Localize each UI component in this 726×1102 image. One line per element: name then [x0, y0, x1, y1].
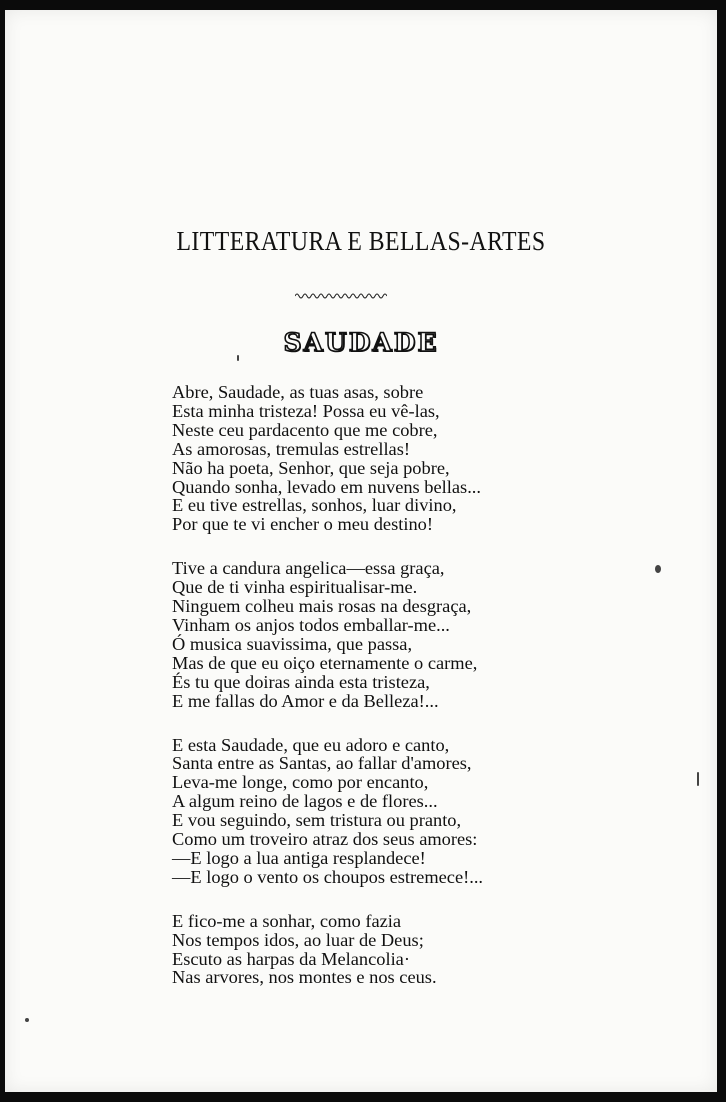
poem-line: Vinham os anjos todos emballar-me...: [172, 614, 450, 635]
poem-line: Quando sonha, levado em nuvens bellas...: [172, 476, 481, 497]
poem-line: —E logo o vento os choupos estremece!...: [172, 866, 484, 887]
poem-line: Por que te vi encher o meu destino!: [172, 514, 433, 535]
stanza: [172, 912, 712, 988]
stanza: [172, 736, 712, 887]
poem-line: És tu que doiras ainda esta tristeza,: [172, 671, 430, 692]
poem-line: A algum reino de lagos e de flores...: [172, 791, 438, 812]
ink-speck: [25, 1018, 29, 1022]
poem-line: Leva-me longe, como por encanto,: [172, 772, 429, 793]
poem-line: Neste ceu pardacento que me cobre,: [172, 419, 438, 440]
poem-line: E vou seguindo, sem tristura ou pranto,: [172, 810, 462, 831]
poem-line: Esta minha tristeza! Possa eu vê-las,: [172, 400, 440, 421]
stanza: [172, 383, 712, 534]
poem-line: Ninguem colheu mais rosas na desgraça,: [172, 596, 472, 617]
poem-line: As amorosas, tremulas estrellas!: [172, 438, 410, 459]
poem-line: E me fallas do Amor e da Belleza!...: [172, 690, 439, 711]
page: [5, 10, 717, 1092]
poem-line: E esta Saudade, que eu adoro e canto,: [172, 734, 450, 755]
poem-line: Mas de que eu oiço eternamente o carme,: [172, 652, 478, 673]
poem-line: Como um troveiro atraz dos seus amores:: [172, 829, 478, 850]
poem-line: Santa entre as Santas, ao fallar d'amores,: [172, 753, 472, 774]
poem-line: —E logo a lua antiga resplandece!: [172, 847, 426, 868]
stanza: [172, 559, 712, 710]
poem-body: [172, 383, 712, 1012]
poem-title: SAUDADE: [283, 328, 439, 357]
poem-line: Abre, Saudade, as tuas asas, sobre: [172, 382, 424, 402]
wavy-divider-ornament: [295, 292, 387, 300]
ink-speck: [697, 772, 699, 786]
poem-line: Ó musica suavissima, que passa,: [172, 633, 413, 654]
poem-line: Nos tempos idos, ao luar de Deus;: [172, 929, 424, 950]
poem-line: Que de ti vinha espiritualisar-me.: [172, 577, 418, 598]
poem-line: E fico-me a sonhar, como fazia: [172, 910, 402, 931]
poem-line: Escuto as harpas da Melancolia·: [172, 948, 410, 969]
poem-line: Tive a candura angelica—essa graça,: [172, 558, 445, 579]
poem-line: Nas arvores, nos montes e nos ceus.: [172, 967, 437, 988]
ink-speck: [237, 355, 239, 361]
section-title: LITTERATURA E BELLAS-ARTES: [176, 226, 546, 256]
ink-speck: [655, 565, 661, 573]
poem-line: Não ha poeta, Senhor, que seja pobre,: [172, 457, 450, 478]
poem-line: E eu tive estrellas, sonhos, luar divino,: [172, 495, 457, 516]
